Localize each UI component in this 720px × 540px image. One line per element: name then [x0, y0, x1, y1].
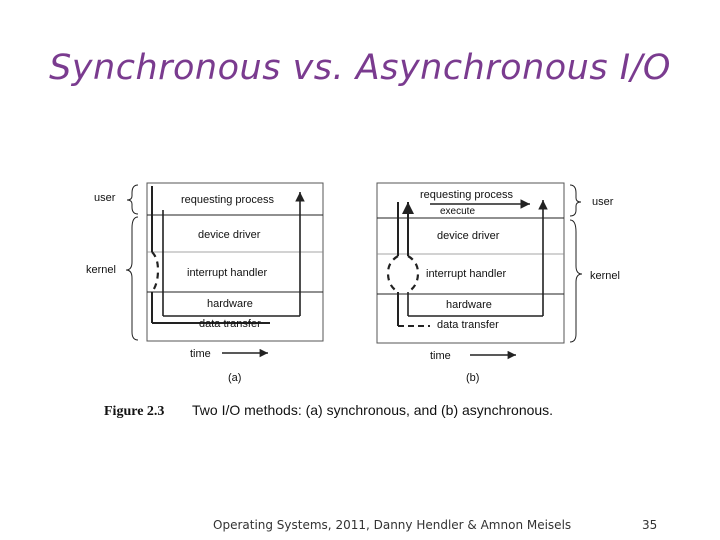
- panel-b-execute: execute: [440, 206, 476, 217]
- panel-b-user-label: user: [592, 196, 614, 208]
- panel-b-user-brace: [570, 185, 581, 216]
- panel-a-wait-curve: [152, 252, 158, 292]
- panel-b-kernel-label: kernel: [590, 270, 620, 282]
- panel-a-user-label: user: [94, 192, 116, 204]
- slide-title: Synchronous vs. Asynchronous I/O: [49, 48, 671, 88]
- page-number: 35: [642, 518, 658, 532]
- panel-a: [86, 183, 323, 384]
- panel-b-time-label: time: [430, 350, 451, 362]
- slide-footer: Operating Systems, 2011, Danny Hendler & Amnon Meisels: [213, 518, 572, 532]
- panel-a-data-transfer: data transfer: [199, 318, 261, 330]
- panel-b-requesting-process: requesting process: [420, 189, 513, 201]
- panel-b-right-dashed: [408, 256, 418, 292]
- panel-b-left-dashed: [388, 256, 398, 292]
- panel-b-kernel-brace: [570, 220, 582, 342]
- panel-a-kernel-brace: [126, 217, 138, 340]
- figure-caption-text: Two I/O methods: (a) synchronous, and (b) asynchronous.: [192, 402, 554, 418]
- panel-b-data-transfer: data transfer: [437, 319, 499, 331]
- panel-a-hardware: hardware: [207, 298, 253, 310]
- panel-a-label: (a): [228, 372, 242, 384]
- panel-a-time-label: time: [190, 348, 211, 360]
- panel-b: [377, 183, 620, 384]
- figure-caption-label: Figure 2.3: [104, 404, 165, 419]
- panel-a-user-brace: [127, 185, 138, 214]
- panel-a-interrupt-handler: interrupt handler: [187, 267, 268, 279]
- panel-b-label: (b): [466, 372, 480, 384]
- panel-b-device-driver: device driver: [437, 230, 500, 242]
- panel-b-interrupt-handler: interrupt handler: [426, 268, 507, 280]
- panel-a-device-driver: device driver: [198, 229, 261, 241]
- panel-b-hardware: hardware: [446, 299, 492, 311]
- panel-a-kernel-label: kernel: [86, 264, 116, 276]
- panel-a-requesting-process: requesting process: [181, 194, 274, 206]
